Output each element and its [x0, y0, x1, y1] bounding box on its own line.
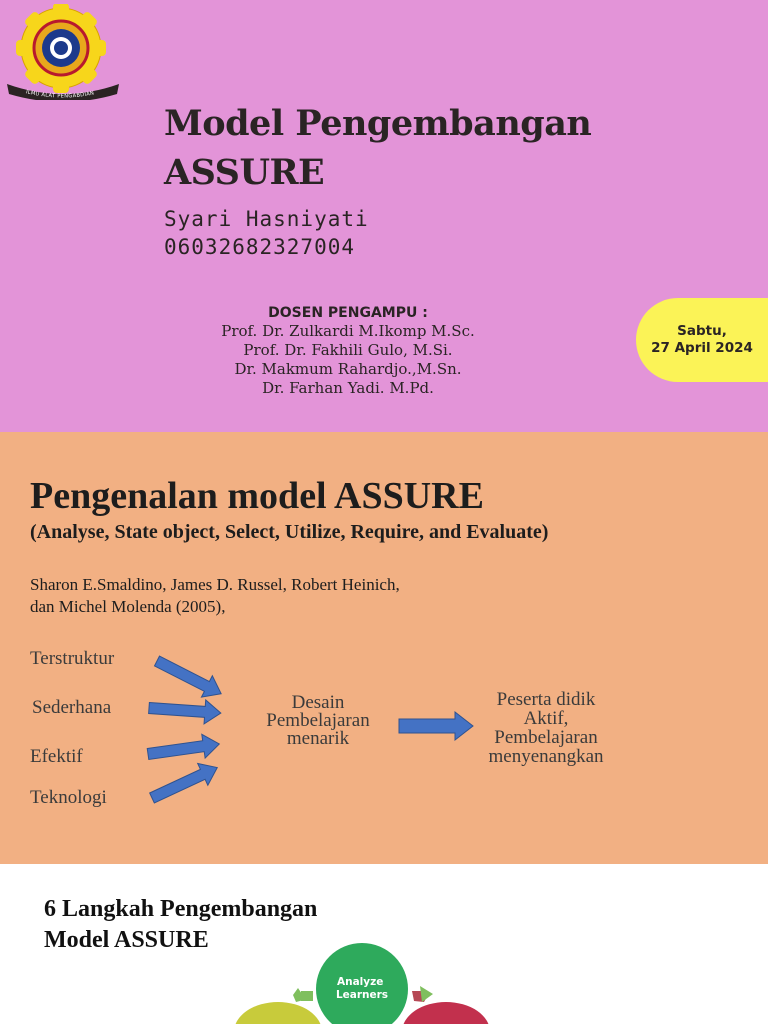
author-name: Syari Hasniyati [164, 207, 369, 231]
slide-six-steps [0, 864, 768, 1024]
slide-introduction [0, 432, 768, 864]
design-goal-line: Desain [291, 692, 345, 713]
lecturer-name: Prof. Dr. Fakhili Gulo, M.Si. [243, 341, 453, 359]
authors-line-2: dan Michel Molenda (2005), [30, 597, 226, 616]
result-line: menyenangkan [488, 746, 604, 767]
intro-title: Pengenalan model ASSURE [30, 475, 484, 517]
analyze-label: Analyze [336, 976, 384, 988]
arrow-right-icon [147, 757, 222, 809]
intro-subtitle: (Analyse, State object, Select, Utilize, Require, and Evaluate) [30, 521, 549, 543]
date-text [643, 323, 761, 357]
cycle-right-circle [402, 1002, 490, 1024]
lecturer-name: Dr. Makmum Rahardjo.,M.Sn. [234, 360, 462, 378]
logo-gear-icon [16, 4, 106, 93]
assure-cycle-diagram [0, 864, 768, 1024]
authors-line-1: Sharon E.Smaldino, James D. Russel, Robert Heinich, [30, 575, 400, 594]
design-goal-text [248, 694, 388, 748]
steps-title-line-2: Model ASSURE [44, 927, 209, 953]
lecturer-heading: DOSEN PENGAMPU : [268, 305, 428, 321]
arrow-right-icon [148, 696, 221, 725]
svg-text:Analyze Learners [336, 976, 388, 1001]
keyword-terstruktur: Terstruktur [30, 648, 115, 669]
flow-arrows [0, 432, 768, 864]
arrow-right-icon [146, 732, 221, 766]
date-full: 27 April 2024 [651, 340, 753, 356]
keyword-sederhana: Sederhana [32, 697, 112, 718]
author-block [164, 205, 369, 261]
design-goal-line: Pembelajaran [266, 710, 370, 731]
arrow-right-icon [399, 712, 473, 740]
slide-cover [0, 0, 768, 432]
learners-label: Learners [335, 989, 389, 1001]
design-goal-line: menarik [286, 728, 350, 749]
keyword-teknologi: Teknologi [30, 787, 107, 808]
lecturer-name: Prof. Dr. Zulkardi M.Ikomp M.Sc. [221, 322, 475, 340]
logo-motto: ILMU ALAT PENGABDIAN [25, 89, 95, 100]
date-day: Sabtu, [677, 323, 727, 339]
university-logo [4, 4, 122, 100]
author-id: 06032682327004 [164, 235, 356, 259]
cycle-left-circle [234, 1002, 322, 1024]
lecturer-name: Dr. Farhan Yadi. M.Pd. [262, 379, 434, 397]
result-text [468, 690, 624, 766]
arrow-right-icon [152, 650, 227, 704]
result-line: Peserta didik [496, 689, 596, 710]
result-line: Aktif, [523, 708, 569, 729]
keyword-efektif: Efektif [30, 746, 83, 767]
title-line-2: ASSURE [164, 152, 325, 193]
lecturer-block [188, 304, 508, 398]
title-line-1: Model Pengembangan [164, 103, 592, 144]
result-line: Pembelajaran [494, 727, 598, 748]
presentation-title [164, 99, 591, 197]
steps-title-line-1: 6 Langkah Pengembangan [44, 896, 318, 922]
